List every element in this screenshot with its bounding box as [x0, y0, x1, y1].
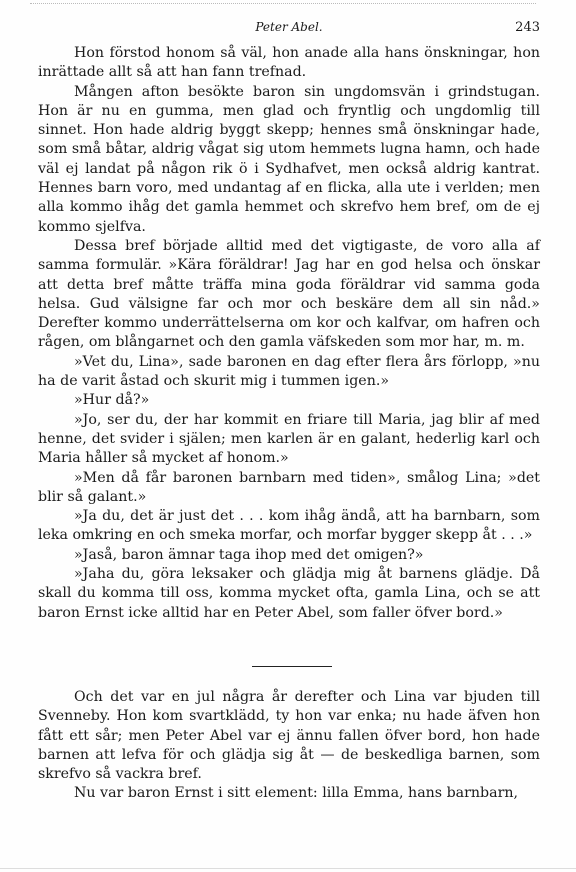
top-edge-rule [30, 3, 536, 4]
paragraph: Nu var baron Ernst i sitt element: lilla Emma, hans barnbarn, [74, 785, 519, 802]
dialogue-paragraph: »Hur då?» [74, 392, 150, 409]
page-number: 243 [515, 20, 540, 35]
dialogue-paragraph: »Men då får baronen barnbarn med tiden», smålog Lina; »det blir så galant.» [38, 469, 540, 505]
dialogue-paragraph: »Jaha du, göra leksaker och glädja mig åt barnens glädje. Då skall du komma till oss, komma mycket ofta, gamla Lina, och se att baron Ernst icke alltid har en Peter Abel, som faller öfver bord.» [38, 566, 540, 621]
paragraph: Och det var en jul några år derefter och Lina var bjuden till Svenneby. Hon kom svartklädd, ty hon var enka; nu hade äfven hon fått ett sår; men Peter Abel var ej ännu fallen öfver bord, hon hade barnen att lefva för och glädja sig åt — de beskedliga barnen, som skrefvo så vackra bref. [38, 689, 540, 783]
dialogue-paragraph: »Jo, ser du, der har kommit en friare till Maria, jag blir af med henne, det svider i själen; men karlen är en galant, hederlig karl och Maria håller så mycket af honom.» [38, 411, 540, 467]
dialogue-paragraph: »Jaså, baron ämnar taga ihop med det omigen?» [74, 546, 424, 563]
paragraph: Dessa bref började alltid med det vigtigaste, de voro alla af samma formulär. »Kära föräldrar! Jag har en god helsa och önskar att detta bref måtte träffa mina goda föräldrar vid samma goda helsa. Gud välsigne far och mor och beskäre dem all sin nåd.» Derefter kommo underrättelserna om kor och kalfvar, om hafren och rågen, om blångarnet och den gamla väfskeden som mor har, m. m. [38, 237, 540, 351]
running-title: Peter Abel. [255, 20, 323, 34]
bottom-edge-rule [0, 868, 576, 869]
section-divider [252, 666, 332, 667]
dialogue-paragraph: »Vet du, Lina», sade baronen en dag efter flera års förlopp, »nu ha de varit åstad och skurit mig i tummen igen.» [38, 353, 540, 390]
paragraph: Mången afton besökte baron sin ungdomsvän i grindstugan. Hon är nu en gumma, men glad och fryntlig och ungdomlig till sinnet. Hon hade aldrig byggt skepp; hennes små önskningar hade, som små båtar, aldrig vågat sig utom hemmets lugna hamn, och hade väl ej landat på någon rik ö i Sydhafvet, men också aldrig kantrat. Hennes barn voro, med undantag af en flicka, alla ute i verlden; men alla kommo ihåg det gamla hemmet och skrefvo hem bref, om de ej kommo sjelfva. [38, 83, 540, 235]
section-text [38, 688, 540, 804]
page-header [38, 20, 540, 40]
dialogue-paragraph: »Ja du, det är just det . . . kom ihåg ändå, att ha barnbarn, som leka omkring en och smeka morfar, och morfar bygger skepp åt . . .» [38, 508, 540, 544]
paragraph: Hon förstod honom så väl, hon anade alla hans önskningar, hon inrättade allt så att han fann trefnad. [38, 45, 540, 81]
main-text [38, 44, 540, 623]
